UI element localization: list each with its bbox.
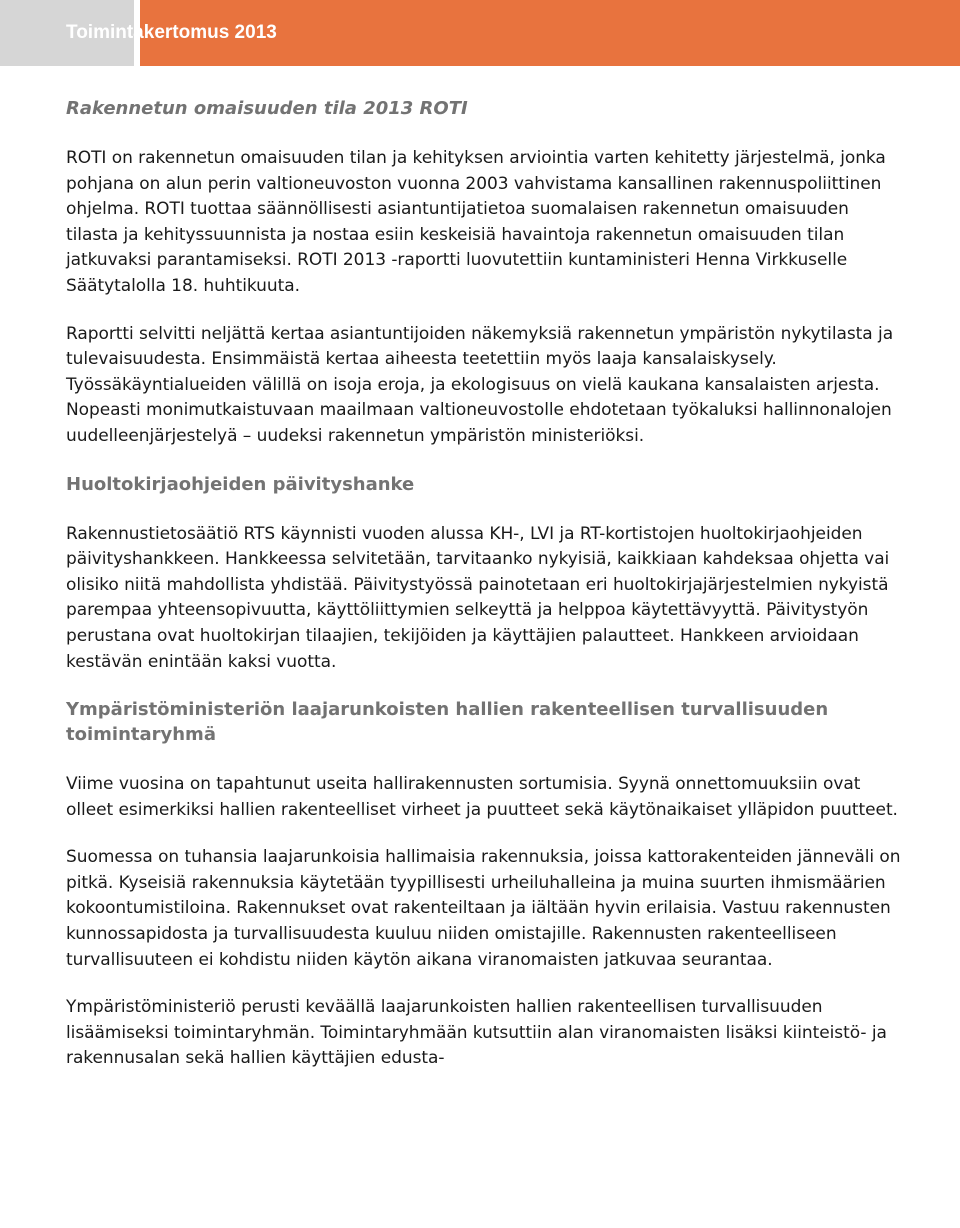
section-heading-roti: Rakennetun omaisuuden tila 2013 ROTI — [66, 98, 468, 119]
paragraph: ROTI on rakennetun omaisuuden tilan ja kehityksen arviointia varten kehitetty järjestelmä, jonka pohjana on alun perin valtioneuvoston vuonna 2003 vahvistama kansallinen rakennuspoliittinen ohjelma. ROTI tuottaa säännöllisesti asiantuntijatietoa suomalaisen rakennetun omaisuuden tilasta ja kehityssuunnista ja nostaa esiin keskeisiä havaintoja rakennetun omaisuuden tilan jatkuvaksi parantamiseksi. ROTI 2013 -raportti luovutettiin kuntaministeri Henna Virkkuselle Säätytalolla 18. huhtikuuta. — [66, 148, 886, 296]
section-heading-hallit: Ympäristöministeriön laajarunkoisten hallien rakenteellisen turvallisuuden toimintaryhmä — [66, 699, 829, 746]
paragraph: Suomessa on tuhansia laajarunkoisia hallimaisia rakennuksia, joissa kattorakenteiden jänneväli on pitkä. Kyseisiä rakennuksia käytetään tyypillisesti urheiluhalleina ja muina suurten ihmismäärien kokoontumistiloina. Rakennukset ovat rakenteiltaan ja iältään hyvin erilaisia. Vastuu rakennusten kunnossapidosta ja turvallisuudesta kuuluu niiden omistajille. Rakennusten rakenteelliseen turvallisuuteen ei kohdistu niiden käytön aikana viranomaisten jatkuvaa seurantaa. — [66, 847, 901, 970]
document-body — [66, 96, 906, 1072]
section-heading-huoltokirja: Huoltokirjaohjeiden päivityshanke — [66, 473, 415, 495]
document-header-title: Toimintakertomus 2013 — [66, 22, 277, 43]
paragraph: Viime vuosina on tapahtunut useita hallirakennusten sortumisia. Syynä onnettomuuksiin ovat olleet esimerkiksi hallien rakenteelliset virheet ja puutteet sekä käytönaikaiset ylläpidon puutteet. — [66, 774, 898, 820]
paragraph: Raportti selvitti neljättä kertaa asiantuntijoiden näkemyksiä rakennetun ympäristön nykytilasta ja tulevaisuudesta. Ensimmäistä kertaa aiheesta teetettiin myös laaja kansalaiskysely. Työssäkäyntialueiden välillä on isoja eroja, ja ekologisuus on vielä kaukana kansalaisten arjesta. Nopeasti monimutkaistuvaan maailmaan valtioneuvostolle ehdotetaan työkaluksi hallinnonalojen uudelleenjärjestelyä – uudeksi rakennetun ympäristön ministeriöksi. — [66, 323, 894, 446]
paragraph: Ympäristöministeriö perusti keväällä laajarunkoisten hallien rakenteellisen turvallisuuden lisäämiseksi toimintaryhmän. Toimintaryhmään kutsuttiin alan viranomaisten lisäksi kiinteistö- ja rakennusalan sekä hallien käyttäjien edusta- — [66, 997, 887, 1069]
paragraph: Rakennustietosäätiö RTS käynnisti vuoden alussa KH-, LVI ja RT-kortistojen huoltokirjaohjeiden päivityshankkeen. Hankkeessa selvitetään, tarvitaanko nykyisiä, kaikkiaan kahdeksaa ohjetta vai olisiko niitä mahdollista yhdistää. Päivitystyössä painotetaan eri huoltokirjajärjestelmien nykyistä parempaa yhteensopivuutta, käyttöliittymien selkeyttä ja helppoa käytettävyyttä. Päivitystyön perustana ovat huoltokirjan tilaajien, tekijöiden ja käyttäjien palautteet. Hankkeen arvioidaan kestävän enintään kaksi vuotta. — [66, 523, 890, 672]
